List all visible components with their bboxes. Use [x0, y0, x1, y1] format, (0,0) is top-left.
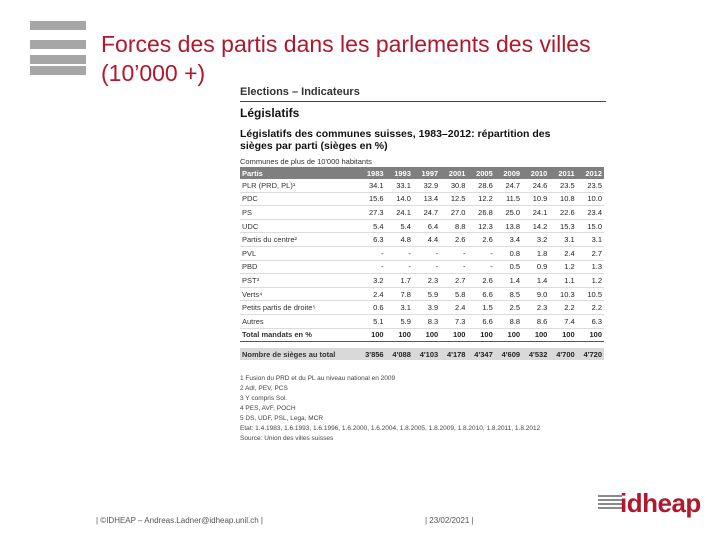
table-row: [240, 233, 604, 247]
table-cell: 2.2: [549, 301, 576, 315]
table-cell: 2.6: [440, 233, 467, 247]
table-cell: 7.3: [440, 314, 467, 328]
table-cell: 7.4: [549, 314, 576, 328]
table-cell: 2.3: [413, 274, 440, 288]
table-cell: 8.8: [440, 219, 467, 233]
table-cell: 3.1: [577, 233, 604, 247]
table-row: [240, 192, 604, 206]
table-cell: 4.8: [386, 233, 413, 247]
table-cell: 2.7: [440, 274, 467, 288]
column-header: 2005: [467, 167, 494, 179]
table-cell: 3.1: [549, 233, 576, 247]
table-cell: 100: [358, 328, 385, 342]
table-cell: 24.1: [522, 206, 549, 220]
table-cell: 13.8: [495, 219, 522, 233]
table-cell: -: [413, 260, 440, 274]
party-name: PBD: [240, 260, 358, 274]
table-cell: 1.4: [495, 274, 522, 288]
table-cell: 4'088: [386, 348, 413, 360]
column-header: 1983: [358, 167, 385, 179]
table-cell: 1.2: [549, 260, 576, 274]
table-cell: 3.2: [522, 233, 549, 247]
table-cell: 4'103: [413, 348, 440, 360]
table-cell: 5.1: [358, 314, 385, 328]
table-cell: 6.4: [413, 219, 440, 233]
table-cell: 2.5: [495, 301, 522, 315]
table-cell: 3'856: [358, 348, 385, 360]
table-header-row: [240, 167, 604, 179]
column-header: 2009: [495, 167, 522, 179]
party-name: Total mandats en %: [240, 328, 358, 342]
note-line: 4 PES, AVF, POCH: [240, 405, 296, 413]
table-cell: 4'178: [440, 348, 467, 360]
total-row: [240, 328, 604, 342]
table-cell: -: [358, 246, 385, 260]
table-cell: 10.0: [577, 192, 604, 206]
slide-title: Forces des partis dans les parlements des villes (10’000 +): [101, 31, 591, 86]
section-divider: [240, 101, 606, 102]
table-cell: 23.5: [549, 179, 576, 192]
subsection-heading: Législatifs: [240, 106, 300, 120]
table-cell: 2.2: [577, 301, 604, 315]
logo-lines-icon: [598, 495, 622, 511]
table-cell: 100: [522, 328, 549, 342]
column-header: 1993: [386, 167, 413, 179]
note-line: 5 DS, UDF, PSL, Lega, MCR: [240, 415, 324, 423]
seats-row: [240, 348, 604, 360]
party-name: Partis du centre²: [240, 233, 358, 247]
table-row: [240, 219, 604, 233]
table-cell: 0.8: [495, 246, 522, 260]
party-name: PST³: [240, 274, 358, 288]
table-cell: 1.2: [577, 274, 604, 288]
table-row: [240, 301, 604, 315]
table-cell: 10.8: [549, 192, 576, 206]
table-cell: 5.8: [440, 287, 467, 301]
table-cell: 2.3: [522, 301, 549, 315]
table-cell: -: [386, 246, 413, 260]
note-line: 2 AdI, PEV, PCS: [240, 385, 288, 393]
table-cell: 22.6: [549, 206, 576, 220]
table-cell: 24.7: [413, 206, 440, 220]
table-cell: -: [467, 246, 494, 260]
table-cell: 7.8: [386, 287, 413, 301]
table-cell: 100: [440, 328, 467, 342]
table-cell: 4'609: [495, 348, 522, 360]
table-row: [240, 246, 604, 260]
table-cell: 6.6: [467, 314, 494, 328]
table-cell: 28.6: [467, 179, 494, 192]
table-cell: 5.9: [413, 287, 440, 301]
table-cell: 2.6: [467, 274, 494, 288]
note-line: 1 Fusion du PRD et du PL au niveau national en 2009: [240, 375, 396, 383]
note-line: Etat: 1.4.1983, 1.6.1993, 1.6.1996, 1.6.2000, 1.6.2004, 1.8.2005, 1.8.2009, 1.8.2010, 1.8.2011, 1.8.2012: [240, 425, 541, 433]
table-cell: 24.7: [495, 179, 522, 192]
table-row: [240, 274, 604, 288]
party-name: Petits partis de droite⁵: [240, 301, 358, 315]
column-header: 2001: [440, 167, 467, 179]
table-cell: 6.3: [577, 314, 604, 328]
table-cell: 1.5: [467, 301, 494, 315]
table-cell: 100: [413, 328, 440, 342]
table-subtitle: Communes de plus de 10'000 habitants: [240, 157, 372, 166]
table-cell: 33.1: [386, 179, 413, 192]
table-cell: 24.1: [386, 206, 413, 220]
footer-copyright: | ©IDHEAP – Andreas.Ladner@idheap.unil.ch |: [96, 516, 264, 525]
table-cell: 13.4: [413, 192, 440, 206]
table-cell: 32.9: [413, 179, 440, 192]
table-cell: 100: [467, 328, 494, 342]
embedded-table-document: [240, 86, 606, 444]
column-header: Partis: [240, 167, 358, 179]
table-cell: 2.7: [577, 246, 604, 260]
party-name: PDC: [240, 192, 358, 206]
table-cell: 2.4: [358, 287, 385, 301]
table-row: [240, 206, 604, 220]
party-name: Nombre de sièges au total: [240, 348, 358, 360]
table-cell: 3.1: [386, 301, 413, 315]
table-cell: 8.5: [495, 287, 522, 301]
table-cell: 100: [386, 328, 413, 342]
table-cell: 10.9: [522, 192, 549, 206]
table-cell: 23.4: [577, 206, 604, 220]
table-cell: -: [358, 260, 385, 274]
table-cell: 0.9: [522, 260, 549, 274]
table-row: [240, 260, 604, 274]
table-cell: 100: [549, 328, 576, 342]
party-name: PVL: [240, 246, 358, 260]
table-cell: 24.6: [522, 179, 549, 192]
table-cell: 27.3: [358, 206, 385, 220]
table-cell: 1.4: [522, 274, 549, 288]
table-notes: [240, 374, 606, 444]
table-cell: 15.3: [549, 219, 576, 233]
column-header: 2010: [522, 167, 549, 179]
column-header: 2011: [549, 167, 576, 179]
table-cell: 12.3: [467, 219, 494, 233]
table-cell: 6.6: [467, 287, 494, 301]
table-cell: 5.9: [386, 314, 413, 328]
table-cell: 0.6: [358, 301, 385, 315]
table-cell: 4.4: [413, 233, 440, 247]
table-cell: 4'700: [549, 348, 576, 360]
party-name: Autres: [240, 314, 358, 328]
table-cell: 6.3: [358, 233, 385, 247]
table-cell: 15.6: [358, 192, 385, 206]
table-cell: 1.8: [522, 246, 549, 260]
table-cell: 14.0: [386, 192, 413, 206]
table-cell: 25.0: [495, 206, 522, 220]
table-cell: 9.0: [522, 287, 549, 301]
table-cell: 5.4: [358, 219, 385, 233]
table-cell: -: [413, 246, 440, 260]
table-cell: -: [440, 260, 467, 274]
table-cell: 8.8: [495, 314, 522, 328]
table-cell: 1.7: [386, 274, 413, 288]
table-row: [240, 314, 604, 328]
table-cell: 100: [495, 328, 522, 342]
table-cell: 8.3: [413, 314, 440, 328]
table-cell: 2.4: [549, 246, 576, 260]
table-cell: 26.8: [467, 206, 494, 220]
party-name: Verts⁴: [240, 287, 358, 301]
table-cell: 15.0: [577, 219, 604, 233]
table-cell: 14.2: [522, 219, 549, 233]
column-header: 2012: [577, 167, 604, 179]
table-cell: 4'347: [467, 348, 494, 360]
table-cell: 2.6: [467, 233, 494, 247]
table-cell: 3.4: [495, 233, 522, 247]
table-cell: 3.2: [358, 274, 385, 288]
table-cell: 0.5: [495, 260, 522, 274]
note-line: Source: Union des villes suisses: [240, 435, 334, 443]
table-cell: 2.4: [440, 301, 467, 315]
idheap-logo: [598, 488, 701, 521]
note-line: 3 Y compris Sol.: [240, 395, 288, 403]
table-cell: 4'720: [577, 348, 604, 360]
party-name: PLR (PRD, PL)¹: [240, 179, 358, 192]
seats-table: [240, 167, 604, 360]
table-cell: 11.5: [495, 192, 522, 206]
table-cell: 1.1: [549, 274, 576, 288]
table-row: [240, 287, 604, 301]
table-cell: 5.4: [386, 219, 413, 233]
table-cell: 30.8: [440, 179, 467, 192]
section-heading: Elections – Indicateurs: [240, 86, 360, 98]
footer-date: | 23/02/2021 |: [425, 516, 474, 525]
table-cell: 10.3: [549, 287, 576, 301]
table-cell: 8.6: [522, 314, 549, 328]
table-cell: -: [440, 246, 467, 260]
table-cell: 10.5: [577, 287, 604, 301]
table-cell: -: [386, 260, 413, 274]
party-name: PS: [240, 206, 358, 220]
table-cell: 34.1: [358, 179, 385, 192]
table-row: [240, 179, 604, 192]
table-cell: 12.5: [440, 192, 467, 206]
table-cell: 23.5: [577, 179, 604, 192]
table-cell: -: [467, 260, 494, 274]
column-header: 1997: [413, 167, 440, 179]
table-cell: 100: [577, 328, 604, 342]
table-cell: 1.3: [577, 260, 604, 274]
table-title: Législatifs des communes suisses, 1983–2012: répartition des sièges par parti (sièges en %): [240, 128, 551, 152]
table-cell: 12.2: [467, 192, 494, 206]
logo-text: idheap: [620, 488, 701, 518]
table-cell: 4'532: [522, 348, 549, 360]
party-name: UDC: [240, 219, 358, 233]
table-cell: 3.9: [413, 301, 440, 315]
table-cell: 27.0: [440, 206, 467, 220]
